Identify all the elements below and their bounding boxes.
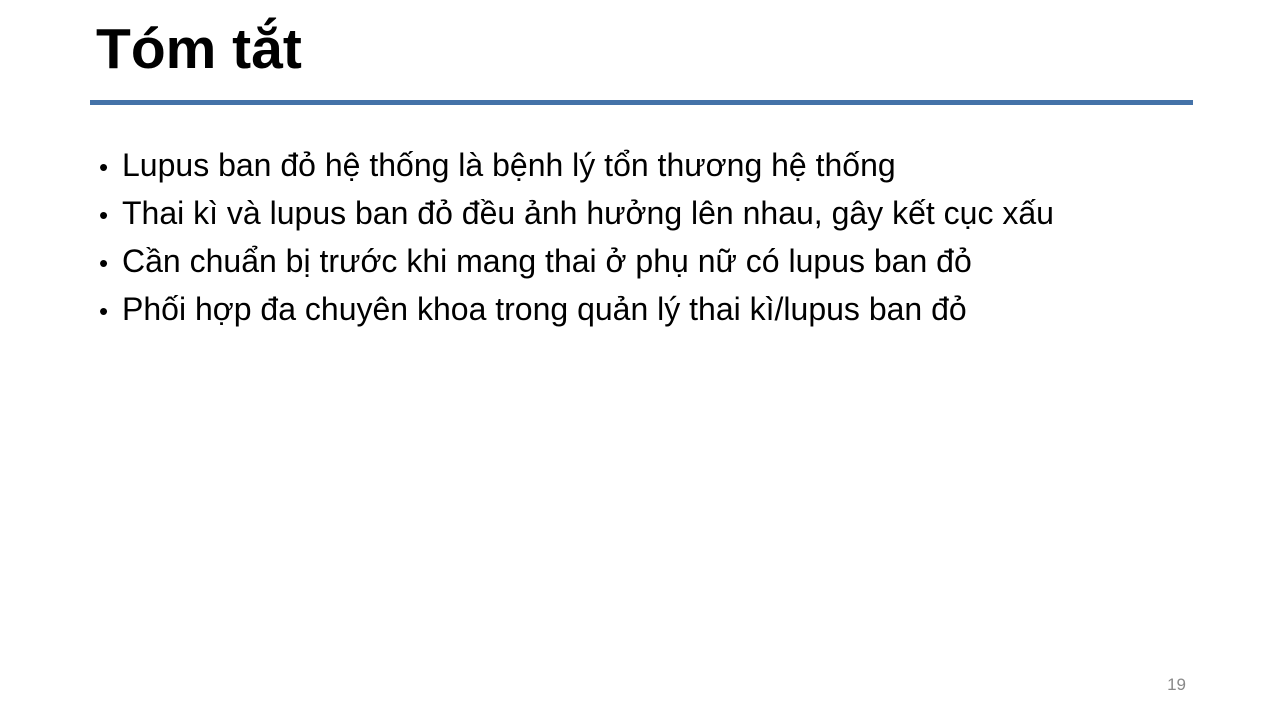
bullet-marker: • xyxy=(99,152,109,182)
list-item xyxy=(99,237,1199,285)
bullet-marker: • xyxy=(99,200,109,230)
list-item xyxy=(99,141,1199,189)
bullet-marker: • xyxy=(99,248,109,278)
bullet-text: Cần chuẩn bị trước khi mang thai ở phụ nữ có lupus ban đỏ xyxy=(122,243,972,279)
bullet-text: Thai kì và lupus ban đỏ đều ảnh hưởng lên nhau, gây kết cục xấu xyxy=(122,195,1054,231)
slide-title: Tóm tắt xyxy=(96,17,302,81)
bullet-text: Lupus ban đỏ hệ thống là bệnh lý tổn thương hệ thống xyxy=(122,147,896,183)
title-divider-rule xyxy=(90,100,1193,105)
page-number: 19 xyxy=(1167,675,1186,694)
bullet-marker: • xyxy=(99,296,109,326)
list-item xyxy=(99,285,1199,333)
bullet-list xyxy=(99,141,1199,333)
list-item xyxy=(99,189,1199,237)
bullet-text: Phối hợp đa chuyên khoa trong quản lý thai kì/lupus ban đỏ xyxy=(122,291,967,327)
